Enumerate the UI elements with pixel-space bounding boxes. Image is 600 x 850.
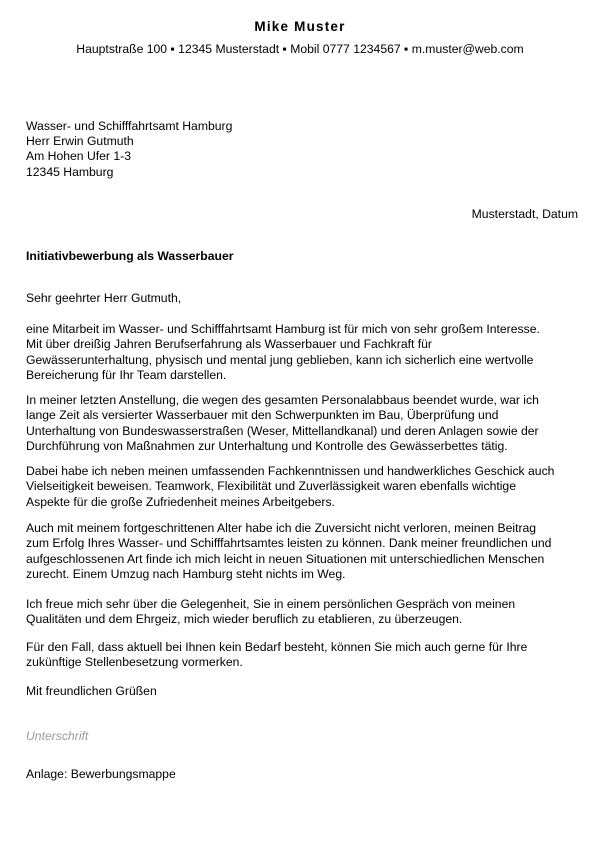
paragraph-2 <box>26 393 539 455</box>
recipient-address <box>26 119 232 180</box>
enclosure: Anlage: Bewerbungsmappe <box>26 767 176 781</box>
paragraph-line: In meiner letzten Anstellung, die wegen des gesamten Personalabbaus beendet wurde, war ich <box>26 393 539 407</box>
letter-subject: Initiativbewerbung als Wasserbauer <box>26 249 234 263</box>
closing: Mit freundlichen Grüßen <box>26 684 157 698</box>
recipient-organization: Wasser- und Schifffahrtsamt Hamburg <box>26 119 233 133</box>
paragraph-line: aufgeschlossenen Art finde ich mich leicht in neuen Situationen mit unterschiedlichen Menschen <box>26 551 545 566</box>
paragraph-line: Vielseitigkeit beweisen. Teamwork, Flexibilität und Zuverlässigkeit waren ebenfalls wichtige <box>26 479 516 494</box>
paragraph-line: Durchführung von Maßnahmen zur Unterhaltung und Kontrolle des Gewässerbettes tätig. <box>26 439 508 454</box>
paragraph-1 <box>26 322 540 384</box>
paragraph-line: zum Erfolg Ihres Wasser- und Schifffahrtsamtes leisten zu können. Dank meiner freundlichen und <box>26 536 552 551</box>
recipient-city: 12345 Hamburg <box>26 164 114 179</box>
salutation: Sehr geehrter Herr Gutmuth, <box>26 291 182 305</box>
paragraph-line: Unterhaltung von Bundeswasserstraßen (Weser, Mittellandkanal) und deren Anlagen sowie der <box>26 423 539 438</box>
paragraph-line: zukünftige Stellenbesetzung vormerken. <box>26 655 243 670</box>
paragraph-line: eine Mitarbeit im Wasser- und Schifffahrtsamt Hamburg ist für mich von sehr großem Interesse. <box>26 322 540 336</box>
signature-placeholder: Unterschrift <box>26 729 89 743</box>
recipient-street: Am Hohen Ufer 1-3 <box>26 149 131 164</box>
sender-name: Mike Muster <box>254 19 346 34</box>
paragraph-line: Ich freue mich sehr über die Gelegenheit, Sie in einem persönlichen Gespräch von meinen <box>26 597 516 611</box>
recipient-person: Herr Erwin Gutmuth <box>26 134 134 149</box>
paragraph-line: Dabei habe ich neben meinen umfassenden Fachkenntnissen und handwerkliches Geschick auch <box>26 464 555 478</box>
letter-date: Musterstadt, Datum <box>471 207 578 221</box>
paragraph-line: Auch mit meinem fortgeschrittenen Alter habe ich die Zuversicht nicht verloren, meinen Beitrag <box>26 521 537 535</box>
paragraph-line: Qualitäten und dem Ehrgeiz, mich wieder beruflich zu etablieren, zu überzeugen. <box>26 612 463 627</box>
paragraph-line: Bereicherung für Ihr Team darstellen. <box>26 368 227 383</box>
paragraph-line: Aspekte für die große Zufriedenheit meines Arbeitgebers. <box>26 494 335 509</box>
paragraph-line: Gewässerunterhaltung, physisch und mental jung geblieben, kann ich sicherlich eine wertvolle <box>26 352 534 367</box>
paragraph-line: Für den Fall, dass aktuell bei Ihnen kein Bedarf besteht, können Sie mich auch gerne für Ihre <box>26 640 528 654</box>
paragraph-6 <box>26 640 527 671</box>
sender-contact-line: Hauptstraße 100 ▪ 12345 Musterstadt ▪ Mobil 0777 1234567 ▪ m.muster@web.com <box>76 42 524 56</box>
paragraph-5 <box>26 597 515 628</box>
paragraph-line: zurecht. Einem Umzug nach Hamburg steht nichts im Weg. <box>26 567 346 582</box>
paragraph-line: Mit über dreißig Jahren Berufserfahrung als Wasserbauer und Fachkraft für <box>26 337 432 352</box>
paragraph-3 <box>26 464 554 510</box>
paragraph-line: lange Zeit als versierter Wasserbauer mit den Schwerpunkten im Bau, Überprüfung und <box>26 408 499 423</box>
paragraph-4 <box>26 521 551 583</box>
